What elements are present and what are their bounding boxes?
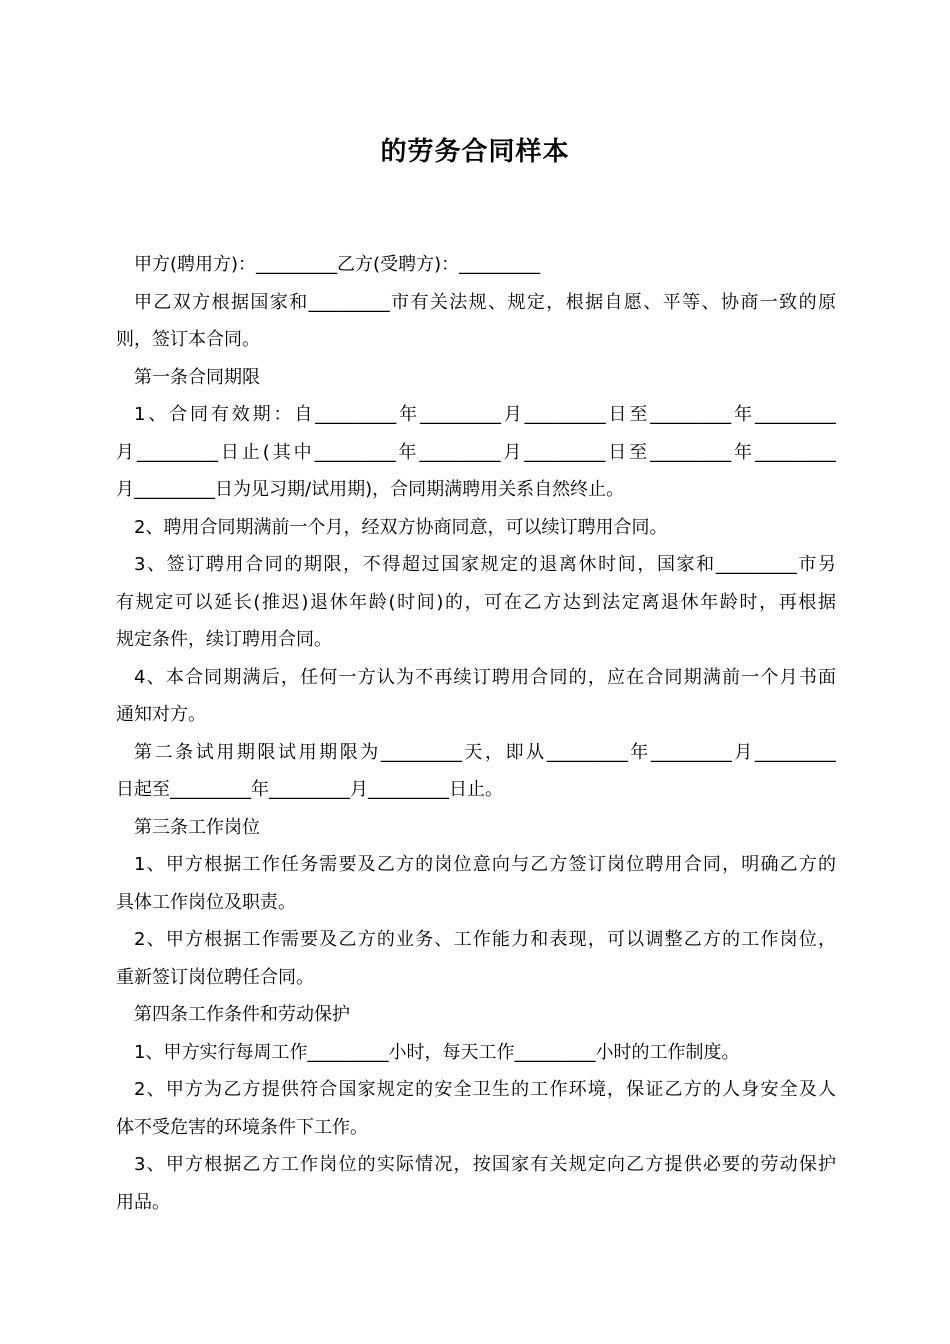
paragraph-line: 月_________日为见习期/试用期)，合同期满聘用关系自然终止。 [116, 479, 625, 500]
paragraph-line: 1、甲方根据工作任务需要及乙方的岗位意向与乙方签订岗位聘用合同，明确乙方的 [134, 854, 836, 875]
paragraph-line: 甲乙双方根据国家和_________市有关法规、规定，根据自愿、平等、协商一致的原 [134, 291, 836, 313]
paragraph-line: 第二条试用期限试用期限为_________天，即从_________年_________月_________ [134, 741, 836, 763]
paragraph-line: 1、甲方实行每周工作_________小时，每天工作_________小时的工作制度。 [134, 1041, 740, 1063]
paragraph-line: 则，签订本合同。 [116, 329, 260, 350]
party-line: 甲方(聘用方)：_________乙方(受聘方)：_________ [134, 254, 541, 275]
paragraph-line: 有规定可以延长(推迟)退休年龄(时间)的，可在乙方达到法定离退休年龄时，再根据 [116, 591, 836, 613]
paragraph-line: 1、合同有效期：自_________年_________月_________日至_________年_________ [134, 404, 836, 425]
section-heading: 第三条工作岗位 [134, 816, 260, 838]
paragraph-line: 重新签订岗位聘任合同。 [116, 966, 314, 988]
paragraph-line: 2、甲方为乙方提供符合国家规定的安全卫生的工作环境，保证乙方的人身安全及人 [134, 1079, 836, 1100]
section-heading: 第四条工作条件和劳动保护 [134, 1004, 350, 1025]
paragraph-line: 3、甲方根据乙方工作岗位的实际情况，按国家有关规定向乙方提供必要的劳动保护 [134, 1154, 836, 1175]
paragraph-line: 4、本合同期满后，任何一方认为不再续订聘用合同的，应在合同期满前一个月书面 [134, 666, 836, 688]
section-heading: 第一条合同期限 [134, 366, 260, 388]
paragraph-line: 用品。 [116, 1191, 170, 1213]
paragraph-line: 日起至_________年_________月_________日止。 [116, 779, 503, 800]
paragraph-line: 具体工作岗位及职责。 [116, 891, 296, 913]
paragraph-line: 2、甲方根据工作需要及乙方的业务、工作能力和表现，可以调整乙方的工作岗位， [134, 929, 836, 950]
paragraph-line: 月_________日止(其中_________年_________月_________日至_________年_________ [116, 441, 836, 463]
paragraph-line: 3、签订聘用合同的期限，不得超过国家规定的退离休时间，国家和_________市另 [134, 554, 836, 575]
document-title: 的劳务合同样本 [380, 137, 570, 167]
document-body [116, 246, 836, 1221]
paragraph-line: 通知对方。 [116, 704, 206, 725]
paragraph-line: 2、聘用合同期满前一个月，经双方协商同意，可以续订聘用合同。 [134, 516, 668, 538]
paragraph-line: 规定条件，续订聘用合同。 [116, 629, 332, 650]
paragraph-line: 体不受危害的环境条件下工作。 [116, 1116, 368, 1138]
